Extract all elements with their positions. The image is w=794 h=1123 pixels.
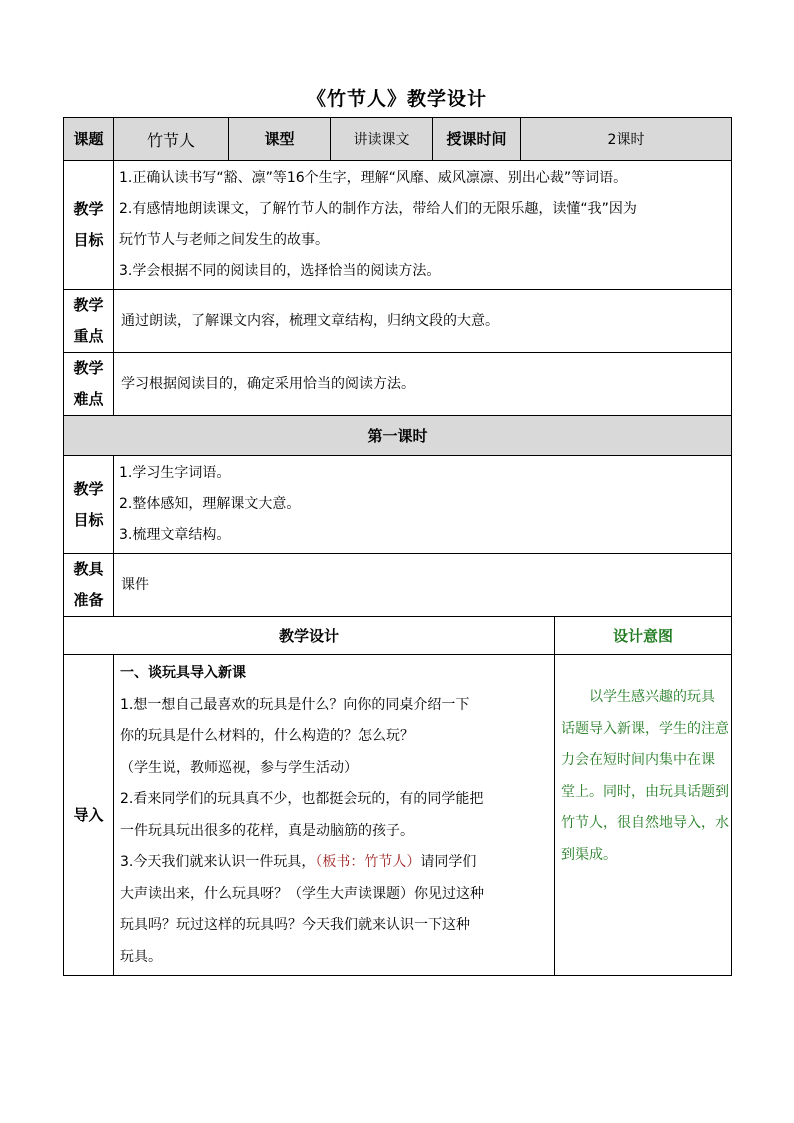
design-heading: 教学设计	[64, 617, 555, 655]
type-value: 讲读课文	[331, 118, 433, 161]
design-line: 你的玩具是什么材料的，什么构造的？怎么玩？	[120, 728, 414, 744]
design-header-row	[64, 617, 732, 655]
difficulties-row	[64, 353, 732, 416]
topic-label: 课题	[64, 118, 114, 161]
keypoints-label-line2: 重点	[73, 327, 104, 345]
design-line: 玩具。	[120, 948, 162, 965]
design-line: 大声读出来，什么玩具呀？（学生大声读课题）你见过这种	[120, 885, 484, 902]
lesson-goals-line: 3.梳理文章结构。	[119, 527, 231, 543]
difficulties-content: 学习根据阅读目的，确定采用恰当的阅读方法。	[114, 353, 732, 416]
goals-label-line2: 目标	[73, 231, 104, 249]
header-row	[64, 118, 732, 161]
materials-label-line2: 准备	[73, 591, 104, 609]
lesson-goals-label-line1: 教学	[73, 479, 104, 498]
intent-content	[555, 655, 732, 976]
materials-label-line1: 教具	[73, 560, 104, 578]
lesson-goals-row	[64, 456, 732, 554]
phase-label: 导入	[64, 655, 114, 976]
lesson-goals-content	[114, 456, 732, 554]
design-line	[120, 847, 552, 879]
keypoints-row	[64, 290, 732, 353]
design-line-text: 请同学们	[420, 854, 477, 870]
first-lesson-row	[64, 416, 732, 456]
goals-row	[64, 161, 732, 290]
type-label: 课型	[229, 118, 331, 161]
time-value: 2课时	[521, 118, 732, 161]
difficulties-label-line1: 教学	[73, 359, 104, 377]
intent-heading: 设计意图	[555, 617, 732, 655]
materials-label	[64, 554, 114, 617]
topic-value: 竹节人	[114, 118, 229, 161]
intent-line: 力会在短时间内集中在课	[561, 752, 715, 768]
design-line: 一件玩具玩出很多的花样，真是动脑筋的孩子。	[120, 822, 414, 839]
design-row	[64, 655, 732, 976]
keypoints-content: 通过朗读，了解课文内容，梳理文章结构，归纳文段的大意。	[114, 290, 732, 353]
lesson-goals-label-line2: 目标	[73, 510, 104, 529]
lesson-plan-table	[63, 117, 732, 976]
design-line: 1.想一想自己最喜欢的玩具是什么？向你的同桌介绍一下	[120, 696, 470, 713]
materials-row	[64, 554, 732, 617]
goals-label-line1: 教学	[73, 200, 104, 218]
materials-content: 课件	[114, 554, 732, 617]
lesson-goals-line: 2.整体感知，理解课文大意。	[119, 496, 301, 512]
time-label: 授课时间	[433, 118, 521, 161]
design-section-heading: 一、谈玩具导入新课	[120, 665, 246, 681]
goals-line: 玩竹节人与老师之间发生的故事。	[119, 232, 329, 248]
blackboard-note: （板书：竹节人）	[315, 854, 421, 870]
goals-line: 3.学会根据不同的阅读目的，选择恰当的阅读方法。	[119, 263, 441, 279]
first-lesson-heading: 第一课时	[64, 416, 732, 456]
lesson-goals-line: 1.学习生字词语。	[119, 465, 231, 481]
design-line: 2.看来同学们的玩具真不少，也都挺会玩的，有的同学能把	[120, 791, 484, 807]
intent-line: 堂上。同时，由玩具话题到	[561, 783, 729, 800]
intent-line: 以学生感兴趣的玩具	[561, 689, 715, 705]
goals-label	[64, 161, 114, 290]
keypoints-label	[64, 290, 114, 353]
design-line-text: 3.今天我们就来认识一件玩具，	[120, 854, 316, 870]
goals-line: 2.有感情地朗读课文，了解竹节人的制作方法，带给人们的无限乐趣，读懂“我”因为	[119, 201, 637, 217]
difficulties-label	[64, 353, 114, 416]
goals-content	[114, 161, 732, 290]
design-line: （学生说，教师巡视，参与学生活动）	[120, 759, 358, 776]
intent-line: 到渠成。	[561, 846, 617, 863]
intent-line: 竹节人，很自然地导入，水	[561, 815, 729, 831]
keypoints-label-line1: 教学	[73, 296, 104, 314]
goals-line: 1.正确认读书写“豁、凛”等16个生字，理解“风靡、威风凛凛、别出心裁”等词语。	[119, 170, 628, 186]
document-title: 《竹节人》教学设计	[306, 88, 487, 110]
design-content	[114, 655, 555, 976]
lesson-goals-label	[64, 456, 114, 554]
design-line: 玩具吗？玩过这样的玩具吗？今天我们就来认识一下这种	[120, 917, 470, 933]
difficulties-label-line2: 难点	[73, 390, 104, 408]
intent-line: 话题导入新课，学生的注意	[561, 720, 729, 737]
